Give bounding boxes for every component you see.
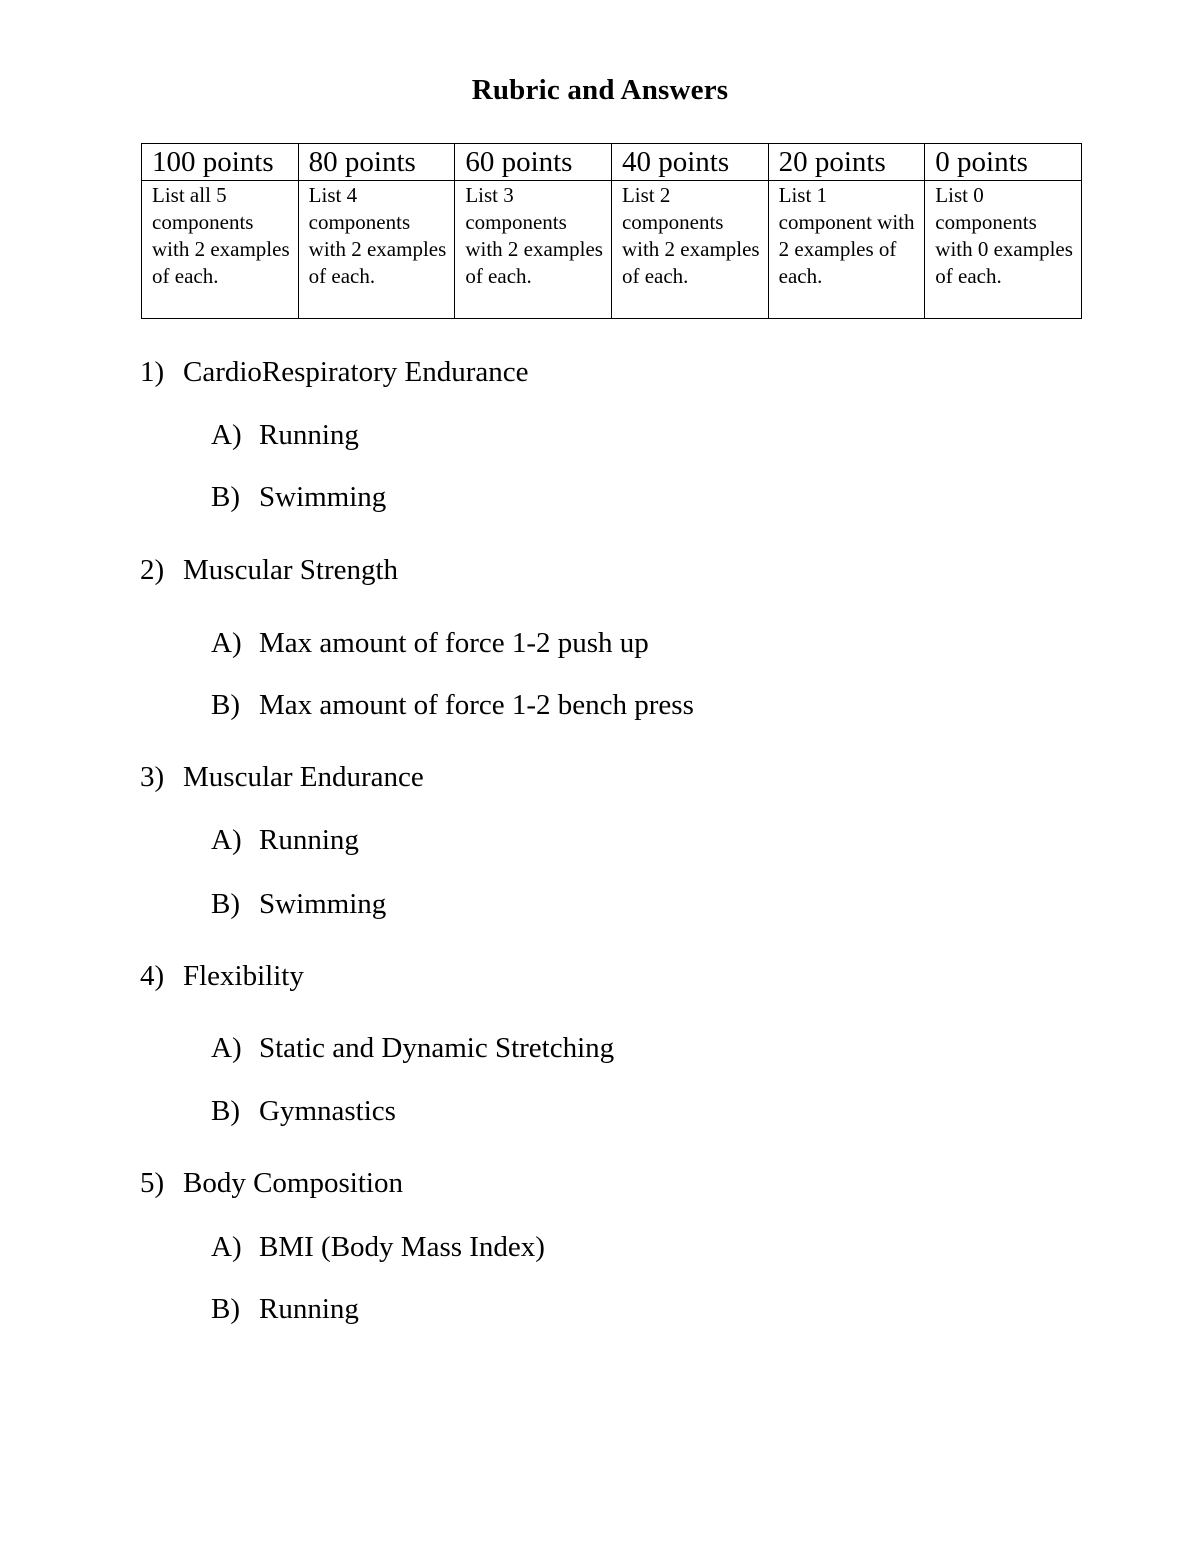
rubric-points-0: 0 points [925,144,1082,181]
answer-component-label: Flexibility [183,960,304,992]
answer-number: 5) [140,1167,165,1199]
rubric-header-row [142,144,1082,181]
example-letter: A) [211,824,242,856]
example-text: Swimming [259,481,387,513]
answer-component-4 [140,958,304,994]
answer-example [211,417,359,453]
answer-example [211,1291,359,1327]
example-text: Running [259,1293,359,1325]
answer-component-2 [140,552,398,588]
rubric-points-20: 20 points [768,144,925,181]
answer-component-5 [140,1165,403,1201]
example-letter: B) [211,888,240,920]
answer-component-label: Muscular Strength [183,554,399,586]
rubric-criteria-0: List 0 components with 0 examples of each. [925,181,1082,319]
rubric-criteria-100: List all 5 components with 2 examples of each. [142,181,299,319]
rubric-points-80: 80 points [298,144,455,181]
answer-number: 3) [140,761,165,793]
example-text: Static and Dynamic Stretching [259,1032,615,1064]
example-letter: A) [211,1032,242,1064]
answer-number: 2) [140,554,165,586]
answer-example [211,1093,396,1129]
example-text: Running [259,419,359,451]
answer-example [211,625,649,661]
rubric-criteria-row [142,181,1082,319]
answer-example [211,822,359,858]
example-letter: A) [211,1231,242,1263]
example-letter: B) [211,689,240,721]
example-text: BMI (Body Mass Index) [259,1231,545,1263]
answer-number: 4) [140,960,165,992]
rubric-points-60: 60 points [455,144,612,181]
example-letter: B) [211,1293,240,1325]
rubric-points-40: 40 points [611,144,768,181]
example-letter: B) [211,481,240,513]
example-letter: A) [211,419,242,451]
answer-example [211,886,386,922]
example-text: Max amount of force 1-2 push up [259,627,649,659]
answer-example [211,687,694,723]
answer-component-label: CardioRespiratory Endurance [183,356,529,388]
answer-example [211,1229,545,1265]
rubric-criteria-20: List 1 component with 2 examples of each. [768,181,925,319]
rubric-criteria-60: List 3 components with 2 examples of each. [455,181,612,319]
example-text: Max amount of force 1-2 bench press [259,689,694,721]
page-title: Rubric and Answers [471,74,729,106]
answer-component-3 [140,759,424,795]
answer-example [211,1030,614,1066]
rubric-table [141,143,1082,319]
example-text: Gymnastics [259,1095,396,1127]
answer-component-label: Muscular Endurance [183,761,424,793]
rubric-points-100: 100 points [142,144,299,181]
answer-example [211,479,386,515]
rubric-criteria-80: List 4 components with 2 examples of each. [298,181,455,319]
example-letter: A) [211,627,242,659]
example-text: Running [259,824,359,856]
answer-number: 1) [140,356,165,388]
rubric-criteria-40: List 2 components with 2 examples of each. [611,181,768,319]
example-text: Swimming [259,888,387,920]
answer-component-1 [140,354,528,390]
answer-component-label: Body Composition [183,1167,403,1199]
example-letter: B) [211,1095,240,1127]
